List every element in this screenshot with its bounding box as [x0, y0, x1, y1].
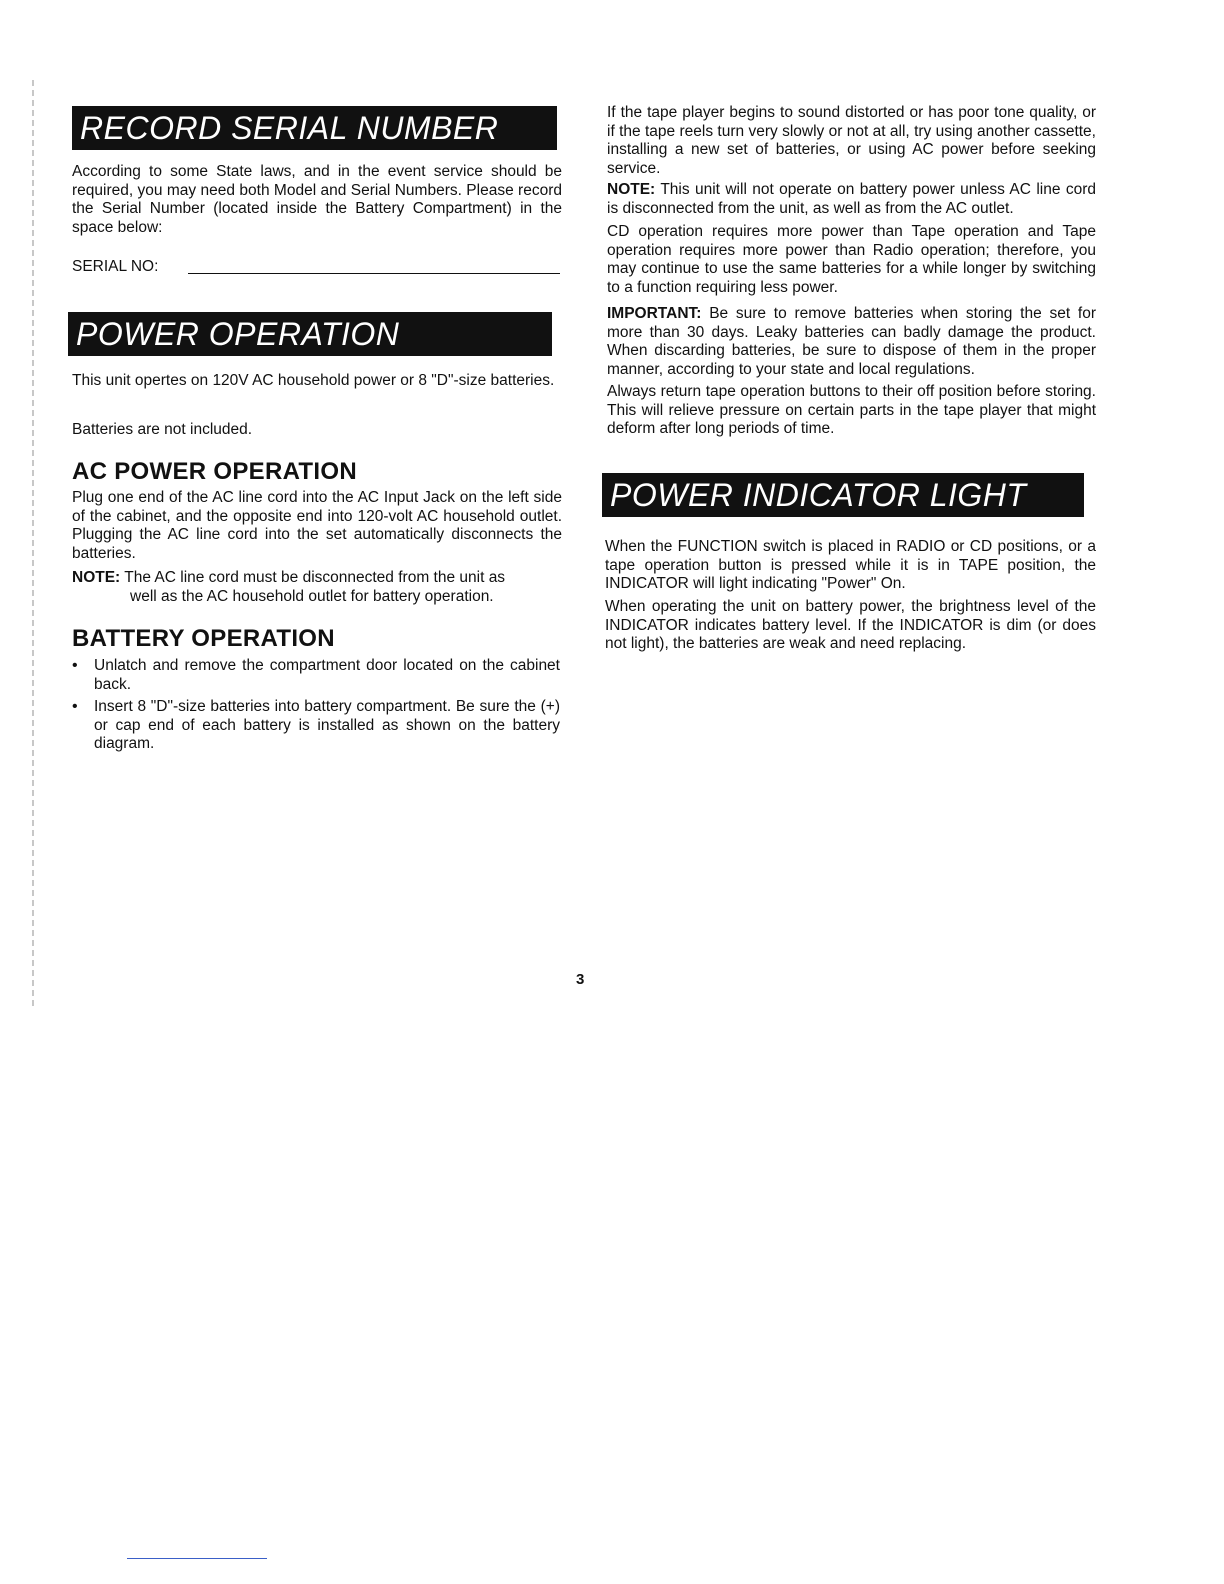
ac-note-text-1: The AC line cord must be disconnected from the unit as	[124, 569, 506, 586]
scan-artifact-line	[127, 1558, 267, 1559]
tape-troubleshoot-text: If the tape player begins to sound distorted or has poor tone quality, or if the tape reels turn very slowly or not at all, try using another cassette, installing a new set of batteries, or using AC power before seeking service.	[607, 104, 1096, 177]
important-note	[607, 305, 1096, 379]
battery-note-text: This unit will not operate on battery power unless AC line cord is disconnected from the unit, as well as from the AC outlet.	[607, 181, 1097, 217]
serial-label: SERIAL NO:	[72, 258, 159, 275]
serial-number-line[interactable]	[188, 273, 560, 274]
page-number: 3	[576, 971, 585, 988]
bullet-icon: •	[72, 657, 78, 674]
indicator-text-1: When the FUNCTION switch is placed in RADIO or CD positions, or a tape operation button is pressed while it is in TAPE position, the INDICATOR will light indicating "Power" On.	[605, 538, 1096, 593]
battery-note-label: NOTE:	[607, 181, 656, 198]
battery-operation-heading: BATTERY OPERATION	[72, 625, 335, 652]
power-operation-text-2: Batteries are not included.	[72, 421, 253, 438]
ac-note	[72, 569, 562, 606]
battery-note	[607, 181, 1096, 218]
battery-bullet-2: Insert 8 "D"-size batteries into battery compartment. Be sure the (+) or cap end of each battery is installed as shown on the battery diagram.	[94, 698, 560, 753]
ac-note-text-2: well as the AC household outlet for battery operation.	[130, 587, 494, 605]
record-serial-number-banner: RECORD SERIAL NUMBER	[72, 106, 557, 150]
power-consumption-text: CD operation requires more power than Tape operation and Tape operation requires more power than Radio operation; therefore, you may continue to use the same batteries for a while longer by switching to a function requiring less power.	[607, 223, 1096, 296]
battery-bullet-1: Unlatch and remove the compartment door located on the cabinet back.	[94, 657, 560, 693]
record-serial-text: According to some State laws, and in the event service should be required, you may need both Model and Serial Numbers. Please record the Serial Number (located inside the Battery Compartment) in the space below:	[72, 163, 562, 236]
important-text: Be sure to remove batteries when storing the set for more than 30 days. Leaky batteries can badly damage the product. When discarding batteries, be sure to dispose of them in the proper manner, according to your state and local regulations.	[607, 305, 1096, 378]
power-indicator-light-banner: POWER INDICATOR LIGHT	[602, 473, 1084, 517]
ac-power-operation-heading: AC POWER OPERATION	[72, 458, 357, 485]
power-operation-text-1: This unit opertes on 120V AC household power or 8 "D"-size batteries.	[72, 372, 555, 389]
important-label: IMPORTANT:	[607, 305, 702, 322]
ac-power-text: Plug one end of the AC line cord into the AC Input Jack on the left side of the cabinet, and the opposite end into 120-volt AC household outlet. Plugging the AC line cord into the set automatically disconnects the batteries.	[72, 489, 562, 562]
tape-storage-text: Always return tape operation buttons to their off position before storing. This will relieve pressure on certain parts in the tape player that might deform after long periods of time.	[607, 383, 1096, 438]
scan-margin-marks	[32, 80, 34, 1010]
ac-note-label: NOTE:	[72, 569, 121, 586]
bullet-icon: •	[72, 698, 78, 715]
indicator-text-2: When operating the unit on battery power, the brightness level of the INDICATOR indicates battery level. If the INDICATOR is dim (or does not light), the batteries are weak and need replacing.	[605, 598, 1096, 653]
power-operation-banner: POWER OPERATION	[68, 312, 552, 356]
